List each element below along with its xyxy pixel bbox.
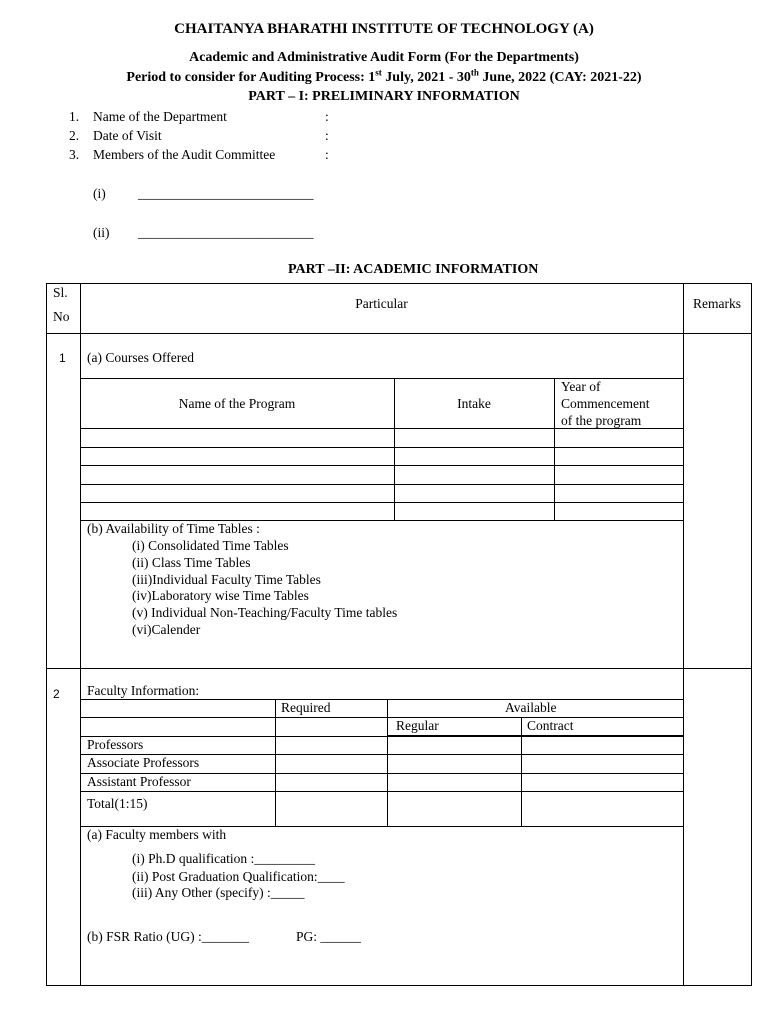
particular-header: Particular <box>355 296 408 311</box>
sl-header-line1: Sl. <box>53 285 68 300</box>
audit-committee-label: Members of the Audit Committee <box>93 147 276 162</box>
intake-header: Intake <box>457 396 491 411</box>
timetable-item: (ii) Class Time Tables <box>132 555 251 570</box>
timetables-title: (b) Availability of Time Tables : <box>87 521 260 536</box>
item-3-colon: : <box>325 147 329 162</box>
faculty-row-line <box>80 717 684 718</box>
item-1-colon: : <box>325 109 329 124</box>
member-1-blank[interactable]: __________________________ <box>138 186 314 201</box>
item-3-number: 3. <box>69 147 80 162</box>
table-right-border <box>751 283 752 986</box>
period-sup-1: st <box>375 67 382 78</box>
audit-period <box>0 67 768 86</box>
member-2-number: (ii) <box>93 225 110 240</box>
period-sup-2: th <box>470 67 479 78</box>
qualification-phd: (i) Ph.D qualification :_________ <box>132 851 315 866</box>
remarks-column-border <box>683 283 684 986</box>
table-left-border <box>46 283 47 986</box>
part1-title: PART – I: PRELIMINARY INFORMATION <box>248 89 520 104</box>
period-prefix: Period to consider for Auditing Process: 1 <box>126 70 376 85</box>
qualification-other: (iii) Any Other (specify) :_____ <box>132 885 305 900</box>
rank-assistant-professor: Assistant Professor <box>87 774 191 789</box>
item-2-number: 2. <box>69 128 80 143</box>
timetable-item: (v) Individual Non-Teaching/Faculty Time tables <box>132 605 398 620</box>
header-bottom-border <box>46 333 752 334</box>
rank-total: Total(1:15) <box>87 796 148 811</box>
fsr-ratio-ug: (b) FSR Ratio (UG) :_______ <box>87 929 249 944</box>
year-header-line2: Commencement <box>561 396 650 411</box>
department-name-label: Name of the Department <box>93 109 227 124</box>
timetable-item: (iii)Individual Faculty Time Tables <box>132 572 321 587</box>
required-column-border <box>275 699 276 827</box>
fsr-ratio-pg: PG: ______ <box>296 929 361 944</box>
part2-title: PART –II: ACADEMIC INFORMATION <box>288 262 539 277</box>
faculty-top-border <box>80 699 684 700</box>
period-suffix: June, 2022 (CAY: 2021-22) <box>478 70 642 85</box>
period-mid: July, 2021 - 30 <box>381 70 471 85</box>
member-1-number: (i) <box>93 186 106 201</box>
item-1-number: 1. <box>69 109 80 124</box>
year-column-border <box>554 378 555 521</box>
program-row-line <box>80 484 684 485</box>
program-row-line <box>80 502 684 503</box>
table-top-border <box>46 283 752 284</box>
date-of-visit-label: Date of Visit <box>93 128 162 143</box>
program-row-line <box>80 465 684 466</box>
required-header: Required <box>281 700 331 715</box>
regular-header: Regular <box>396 718 439 733</box>
contract-header: Contract <box>527 718 574 733</box>
rank-professors: Professors <box>87 737 144 752</box>
row-1-sl: 1 <box>59 351 66 365</box>
year-header-line3: of the program <box>561 413 642 428</box>
contract-column-border <box>521 717 522 827</box>
remarks-header: Remarks <box>693 296 741 311</box>
year-header-line1: Year of <box>561 379 601 394</box>
sl-column-border <box>80 283 81 986</box>
available-header: Available <box>505 700 557 715</box>
faculty-row-line <box>80 736 684 737</box>
program-name-header: Name of the Program <box>178 396 296 411</box>
timetable-item: (iv)Laboratory wise Time Tables <box>132 588 309 603</box>
sl-header-line2: No <box>53 309 70 324</box>
program-row-line <box>80 447 684 448</box>
member-2-blank[interactable]: __________________________ <box>138 225 314 240</box>
timetable-item: (vi)Calender <box>132 622 201 637</box>
form-title: Academic and Administrative Audit Form (For the Departments) <box>189 50 579 65</box>
courses-offered-label: (a) Courses Offered <box>87 350 194 365</box>
faculty-members-title: (a) Faculty members with <box>87 827 227 842</box>
rank-associate-professors: Associate Professors <box>87 755 200 770</box>
faculty-information-label: Faculty Information: <box>87 683 200 698</box>
table-bottom-border <box>46 985 752 986</box>
institute-name: CHAITANYA BHARATHI INSTITUTE OF TECHNOLOGY (A) <box>174 21 594 37</box>
row-2-sl: 2 <box>53 687 60 701</box>
timetable-item: (i) Consolidated Time Tables <box>132 538 289 553</box>
row1-bottom-border <box>46 668 752 669</box>
faculty-row-line <box>80 791 684 792</box>
qualification-pg: (ii) Post Graduation Qualification:____ <box>132 869 345 884</box>
available-column-border <box>387 699 388 827</box>
item-2-colon: : <box>325 128 329 143</box>
